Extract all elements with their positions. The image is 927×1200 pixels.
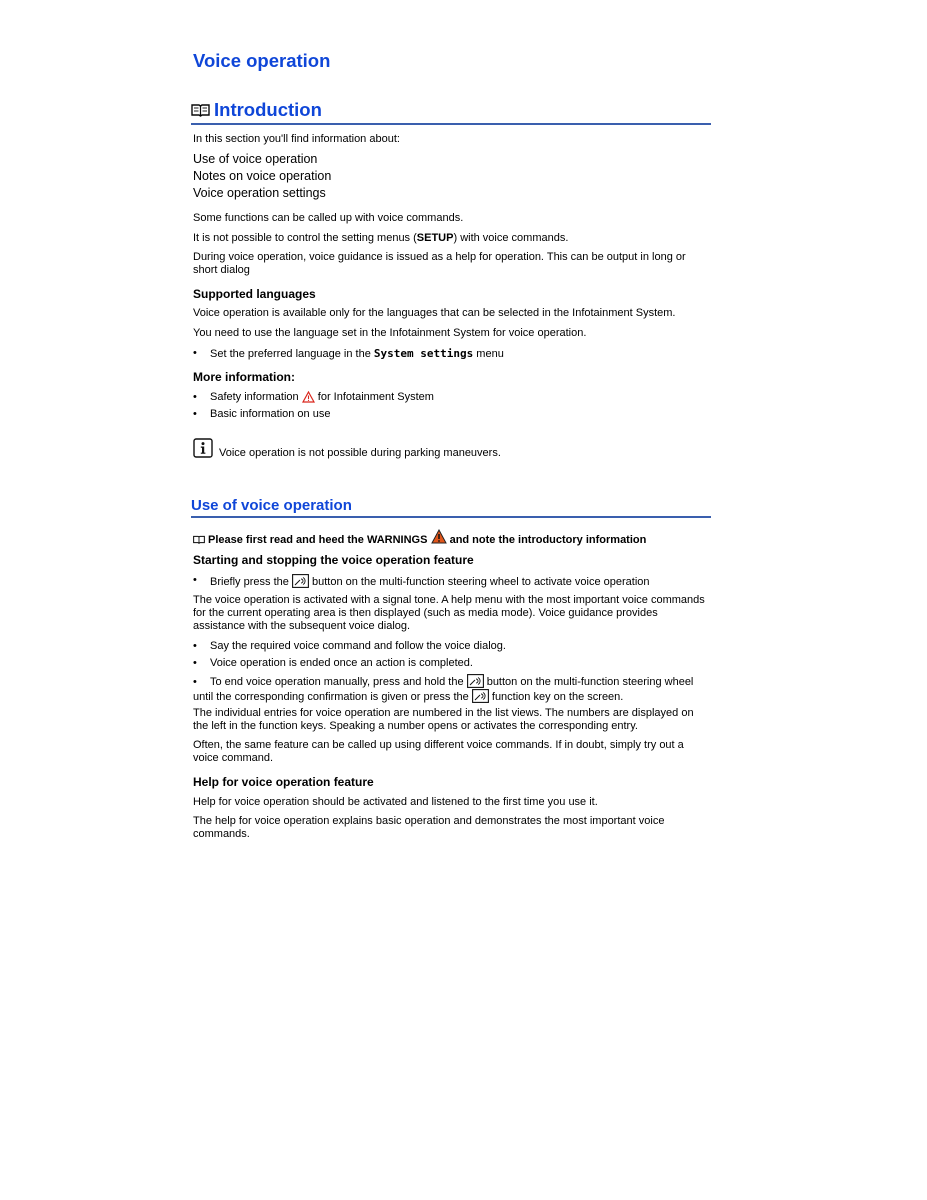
text-fragment: ) with voice commands. xyxy=(453,232,569,244)
bullet: • xyxy=(193,676,197,688)
list-item xyxy=(193,640,711,653)
warning-triangle-icon xyxy=(302,391,315,403)
bullet: • xyxy=(193,347,197,359)
link-use-of-voice-operation[interactable]: Use of voice operation xyxy=(193,152,318,166)
warnings-note xyxy=(193,529,711,547)
text-fragment: button on the multi-function steering wheel until the corresponding confirmation is given or press the xyxy=(193,676,694,703)
voice-button-icon xyxy=(467,674,484,688)
intro-heading-label: Introduction xyxy=(214,99,322,120)
help-paragraph-2: The help for voice operation explains basic operation and demonstrates the most important voice commands. xyxy=(193,815,665,840)
list-item xyxy=(193,674,711,704)
text-fragment: Briefly press the xyxy=(210,576,292,588)
help-heading: Help for voice operation feature xyxy=(193,775,374,789)
use-paragraph-3: Often, the same feature can be called up using different voice commands. If in doubt, simply try out a voice command. xyxy=(193,739,684,764)
intro-paragraph-2 xyxy=(193,232,711,245)
use-paragraph-1: The voice operation is activated with a signal tone. A help menu with the most important voice commands for the current operating area is then displayed (such as media mode). Voice guidance provides assistance with the subsequent voice dialog. xyxy=(193,594,705,632)
text-fragment: menu xyxy=(473,348,504,360)
link-notes-on-voice-operation[interactable]: Notes on voice operation xyxy=(193,169,332,183)
list-item xyxy=(193,574,711,589)
system-settings-menu-label: System settings xyxy=(373,347,474,360)
text-fragment: It is not possible to control the setting menus ( xyxy=(193,232,417,244)
bullet: • xyxy=(193,574,197,586)
voice-button-icon xyxy=(292,574,309,588)
list-item xyxy=(193,657,711,670)
text-fragment: for Infotainment System xyxy=(314,391,434,403)
book-icon xyxy=(191,103,210,117)
list-item xyxy=(193,408,711,421)
more-information-heading: More information: xyxy=(193,370,295,384)
help-paragraph-1: Help for voice operation should be activated and listened to the first time you use it. xyxy=(193,796,598,808)
start-stop-heading: Starting and stopping the voice operation feature xyxy=(193,553,474,567)
text-fragment: Set the preferred language in the xyxy=(210,348,374,360)
text-fragment: and note the introductory information xyxy=(446,534,647,546)
book-icon xyxy=(193,535,205,544)
bullet: • xyxy=(193,408,197,420)
bullet: • xyxy=(193,391,197,403)
bullet: • xyxy=(193,657,197,669)
text-fragment: Please first read and heed the WARNINGS xyxy=(208,534,431,546)
info-icon xyxy=(193,438,213,458)
note-text: Voice operation is not possible during parking maneuvers. xyxy=(219,447,501,459)
text-fragment: To end voice operation manually, press and hold the xyxy=(210,676,467,688)
use-of-voice-operation-heading: Use of voice operation xyxy=(191,496,711,518)
link-safety-information[interactable]: Safety information xyxy=(210,391,302,403)
supported-languages-heading: Supported languages xyxy=(193,287,316,301)
intro-lead: In this section you'll find information about: xyxy=(193,133,400,145)
text-fragment: function key on the screen. xyxy=(488,691,624,703)
warning-triangle-filled-icon xyxy=(431,529,447,544)
list-item xyxy=(193,347,711,361)
text-fragment: Say the required voice command and follow the voice dialog. xyxy=(210,640,506,652)
link-basic-information[interactable]: Basic information on use xyxy=(210,408,331,420)
bullet: • xyxy=(193,640,197,652)
list-item xyxy=(193,391,711,404)
use-paragraph-2: The individual entries for voice operation are numbered in the list views. The numbers are displayed on the left in the function keys. Speaking a number opens or activates the corresponding entry. xyxy=(193,707,694,732)
intro-paragraph-3: During voice operation, voice guidance is issued as a help for operation. This can be output in long or short dialog xyxy=(193,251,686,276)
page-title: Voice operation xyxy=(193,50,331,71)
setup-key-label: SETUP xyxy=(416,232,454,244)
intro-heading xyxy=(191,98,711,125)
text-fragment: Voice operation is ended once an action is completed. xyxy=(210,657,473,669)
intro-paragraph-1: Some functions can be called up with voice commands. xyxy=(193,212,464,224)
voice-button-icon xyxy=(472,689,489,703)
languages-paragraph-1: Voice operation is available only for the languages that can be selected in the Infotainment System. xyxy=(193,307,676,319)
link-voice-operation-settings[interactable]: Voice operation settings xyxy=(193,186,326,200)
languages-paragraph-2: You need to use the language set in the Infotainment System for voice operation. xyxy=(193,327,587,339)
text-fragment: button on the multi-function steering wheel to activate voice operation xyxy=(308,576,650,588)
